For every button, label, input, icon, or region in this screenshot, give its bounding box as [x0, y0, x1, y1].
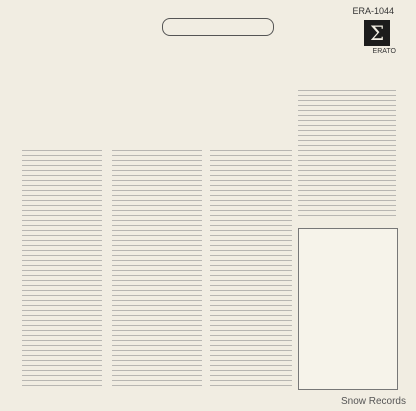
liner-notes-column-3 — [210, 150, 292, 390]
track-listing-box — [298, 228, 398, 390]
catalog-number: ERA-1044 — [352, 6, 394, 16]
series-logo — [162, 18, 274, 36]
header — [22, 8, 394, 50]
label-name: ERATO — [372, 48, 396, 55]
liner-notes-column-4 — [298, 90, 396, 220]
liner-notes-column-2 — [112, 150, 202, 390]
watermark: Snow Records — [340, 396, 406, 407]
liner-notes-column-1 — [22, 150, 102, 390]
label-logo-icon — [364, 20, 390, 46]
